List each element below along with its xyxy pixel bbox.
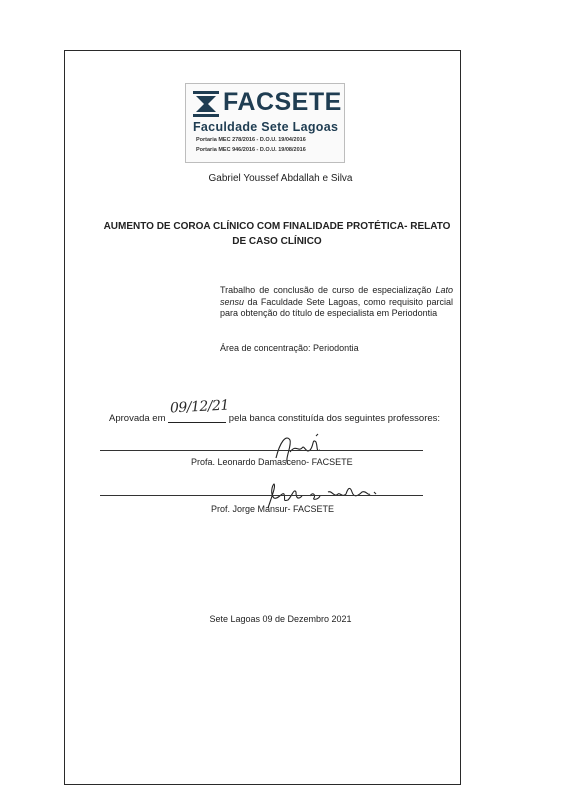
author-name: Gabriel Youssef Abdallah e Silva [208,173,353,184]
thesis-description [220,285,453,320]
examiner-1-name: Profa. Leonardo Damasceno- FACSETE [191,457,353,467]
examiner-2-name: Prof. Jorge Mansur- FACSETE [211,504,335,514]
approval-prefix: Aprovada em [109,413,166,424]
description-part-2: da Faculdade Sete Lagoas, como requisito parcial para obtenção do título de especialista em Periodontia [220,296,453,318]
facsete-logo [185,83,345,163]
place-and-date: Sete Lagoas 09 de Dezembro 2021 [209,614,352,624]
approval-line [109,397,441,424]
logo-name: FACSETE [223,88,342,116]
signature-line-1 [100,450,423,451]
signature-line-2 [100,495,423,496]
approval-date-handwritten: 09/12/21 [169,397,230,417]
logo-portaria-2: Portaria MEC 946/2016 - D.O.U. 19/08/2016 [196,147,306,153]
facsete-mark-icon [193,91,219,117]
thesis-title: AUMENTO DE COROA CLÍNICO COM FINALIDADE PROTÉTICA- RELATO DE CASO CLÍNICO [103,221,451,247]
approval-suffix: pela banca constituída dos seguintes professores: [228,413,441,424]
approval-date-blank [168,397,230,423]
concentration-area: Área de concentração: Periodontia [220,343,359,353]
logo-subtitle: Faculdade Sete Lagoas [193,120,339,134]
description-italic: Lato sensu [220,285,453,307]
description-part-1: Trabalho de conclusão de curso de especialização [220,285,432,295]
logo-portaria-1: Portaria MEC 278/2016 - D.O.U. 19/04/2016 [196,137,306,143]
